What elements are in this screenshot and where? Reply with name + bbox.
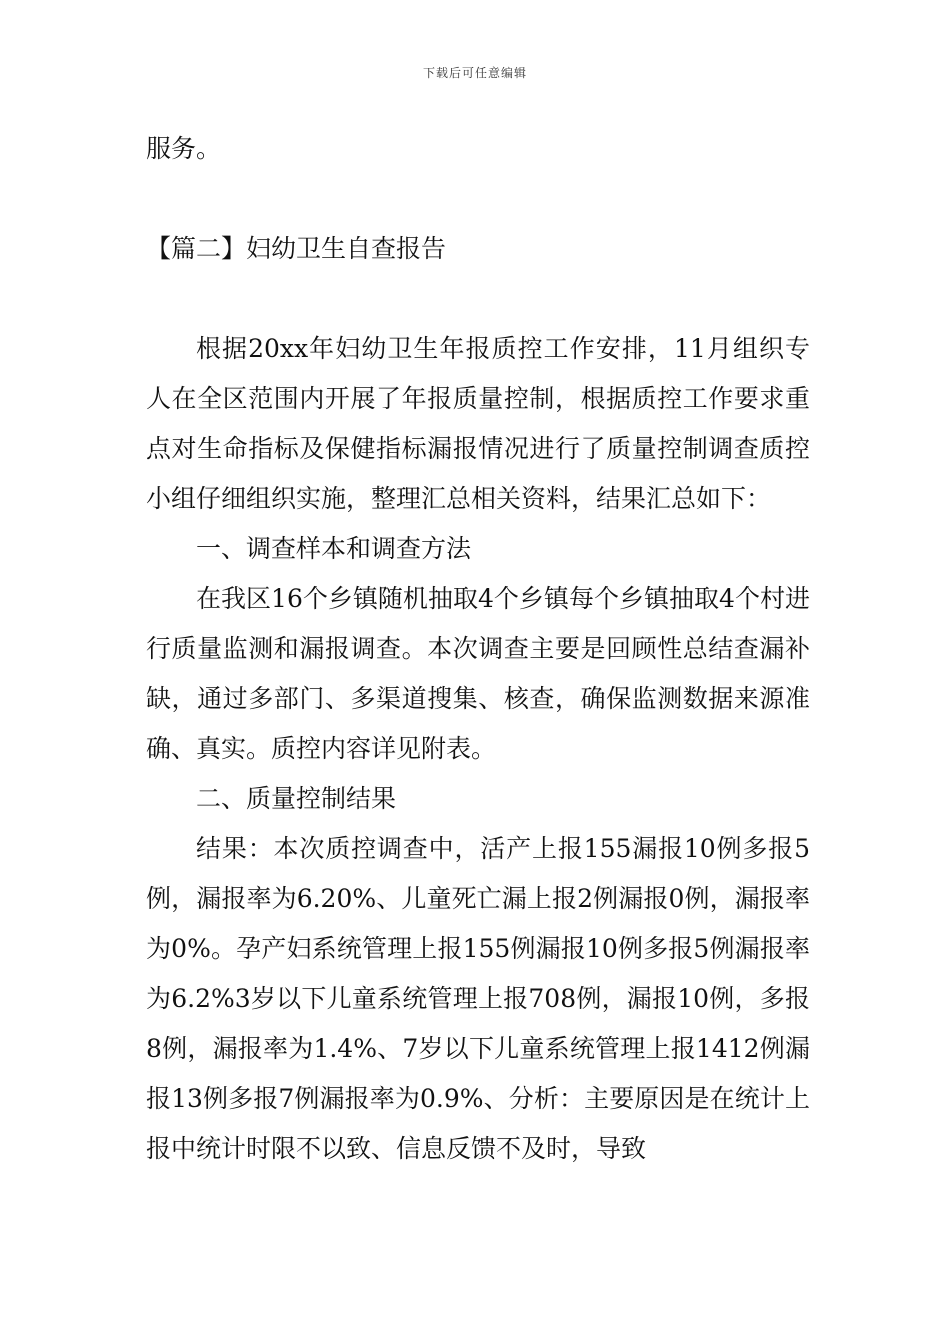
paragraph-quality-results: 结果：本次质控调查中，活产上报155漏报10例多报5例，漏报率为6.20%、儿童死亡漏上报2例漏报0例，漏报率为0%。孕产妇系统管理上报155例漏报10例多报5例漏报率为6.2%3岁以下儿童系统管理上报708例，漏报10例，多报8例，漏报率为1.4%、7岁以下儿童系统管理上报1412例漏报13例多报7例漏报率为0.9%、分析：主要原因是在统计上报中统计时限不以致、信息反馈不及时，导致 xyxy=(146,834,810,1163)
paragraph-intro: 根据20xx年妇幼卫生年报质控工作安排，11月组织专人在全区范围内开展了年报质量控制，根据质控工作要求重点对生命指标及保健指标漏报情况进行了质量控制调查质控小组仔细组织实施，整理汇总相关资料，结果汇总如下： xyxy=(146,334,810,513)
document-body xyxy=(146,124,810,1174)
continuation-text: 服务。 xyxy=(146,134,222,163)
section-title: 【篇二】妇幼卫生自查报告 xyxy=(146,234,447,263)
paragraph-survey-method: 在我区16个乡镇随机抽取4个乡镇每个乡镇抽取4个村进行质量监测和漏报调查。本次调查主要是回顾性总结查漏补缺，通过多部门、多渠道搜集、核查，确保监测数据来源准确、真实。质控内容详见附表。 xyxy=(146,584,810,763)
heading-quality-results: 二、质量控制结果 xyxy=(196,784,397,813)
heading-survey-method: 一、调查样本和调查方法 xyxy=(196,534,472,563)
page-header: 下载后可任意编辑 xyxy=(422,66,527,80)
